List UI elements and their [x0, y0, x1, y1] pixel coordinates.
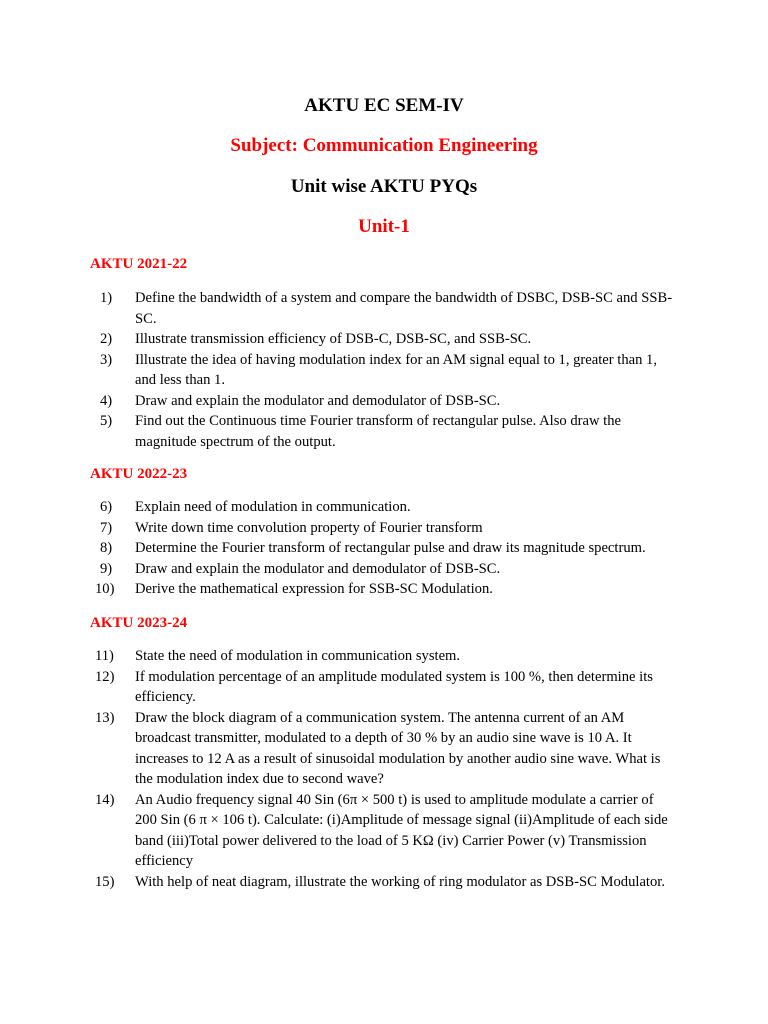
question-number: 8)	[100, 540, 113, 556]
question-list-2023-24	[0, 646, 768, 892]
question-item	[0, 329, 675, 350]
question-item	[0, 538, 675, 559]
question-number: 13)	[95, 709, 115, 726]
unit-heading: Unit-1	[358, 216, 410, 237]
question-text: Write down time convolution property of Fourier transform	[135, 519, 483, 536]
question-item	[0, 497, 675, 518]
question-text: Draw and explain the modulator and demodulator of DSB-SC.	[135, 392, 501, 409]
question-item	[0, 518, 675, 539]
question-number: 15)	[95, 873, 115, 890]
question-text: With help of neat diagram, illustrate the working of ring modulator as DSB-SC Modulator.	[135, 873, 665, 890]
question-number: 3)	[100, 351, 113, 368]
question-item	[0, 391, 675, 412]
section-heading-2022-23: AKTU 2022-23	[90, 466, 188, 482]
question-text: Explain need of modulation in communication.	[135, 499, 411, 515]
question-text: Derive the mathematical expression for SSB-SC Modulation.	[135, 581, 493, 597]
question-text: Determine the Fourier transform of rectangular pulse and draw its magnitude spectrum.	[135, 540, 646, 556]
section-heading-2023-24: AKTU 2023-24	[90, 615, 188, 631]
question-item	[0, 350, 675, 391]
question-number: 6)	[100, 499, 113, 515]
question-text: State the need of modulation in communication system.	[135, 648, 461, 664]
question-item	[0, 579, 675, 600]
document-title: AKTU EC SEM-IV	[304, 95, 464, 116]
question-number: 12)	[95, 668, 115, 685]
document-subtitle: Unit wise AKTU PYQs	[290, 176, 478, 197]
question-text: Draw and explain the modulator and demodulator of DSB-SC.	[135, 560, 501, 577]
question-item	[0, 667, 675, 708]
question-number: 5)	[100, 413, 113, 429]
question-text: If modulation percentage of an amplitude modulated system is 100 %, then determine its efficiency.	[135, 668, 653, 705]
question-number: 14)	[95, 791, 115, 808]
question-number: 7)	[100, 519, 113, 536]
question-number: 11)	[95, 648, 114, 664]
question-text: Define the bandwidth of a system and compare the bandwidth of DSBC, DSB-SC and SSB-SC.	[135, 290, 673, 327]
question-list-2022-23	[0, 497, 768, 600]
question-item	[0, 559, 675, 580]
question-number: 2)	[100, 331, 113, 347]
question-item	[0, 411, 675, 452]
question-number: 4)	[100, 392, 113, 409]
question-item	[0, 872, 675, 893]
subject-heading: Subject: Communication Engineering	[230, 135, 538, 156]
question-list-2021-22	[0, 288, 768, 452]
question-text: Illustrate transmission efficiency of DSB-C, DSB-SC, and SSB-SC.	[135, 331, 532, 347]
question-number: 10)	[95, 581, 115, 597]
question-item	[0, 790, 675, 872]
question-number: 9)	[100, 560, 113, 577]
question-text: Find out the Continuous time Fourier transform of rectangular pulse. Also draw the magnitude spectrum of the output.	[135, 413, 621, 450]
question-text: Draw the block diagram of a communication system. The antenna current of an AM broadcast transmitter, modulated to a depth of 30 % by an audio sine wave is 10 A. It increases to 12 A as a result of sinusoidal modulation by another audio sine wave. What is the modulation index due to second wave?	[135, 709, 661, 787]
question-item	[0, 708, 675, 790]
section-heading-2021-22: AKTU 2021-22	[90, 256, 188, 272]
question-text: Illustrate the idea of having modulation index for an AM signal equal to 1, greater than 1, and less than 1.	[135, 351, 657, 388]
question-text: An Audio frequency signal 40 Sin (6π × 500 t) is used to amplitude modulate a carrier of 200 Sin (6 π × 106 t). Calculate: (i)Amplitude of message signal (ii)Amplitude of each side band (iii)Total power delivered to the load of 5 KΩ (iv) Carrier Power (v) Transmission efficiency	[135, 791, 668, 869]
question-item	[0, 288, 675, 329]
question-number: 1)	[100, 290, 113, 306]
question-item	[0, 646, 675, 667]
